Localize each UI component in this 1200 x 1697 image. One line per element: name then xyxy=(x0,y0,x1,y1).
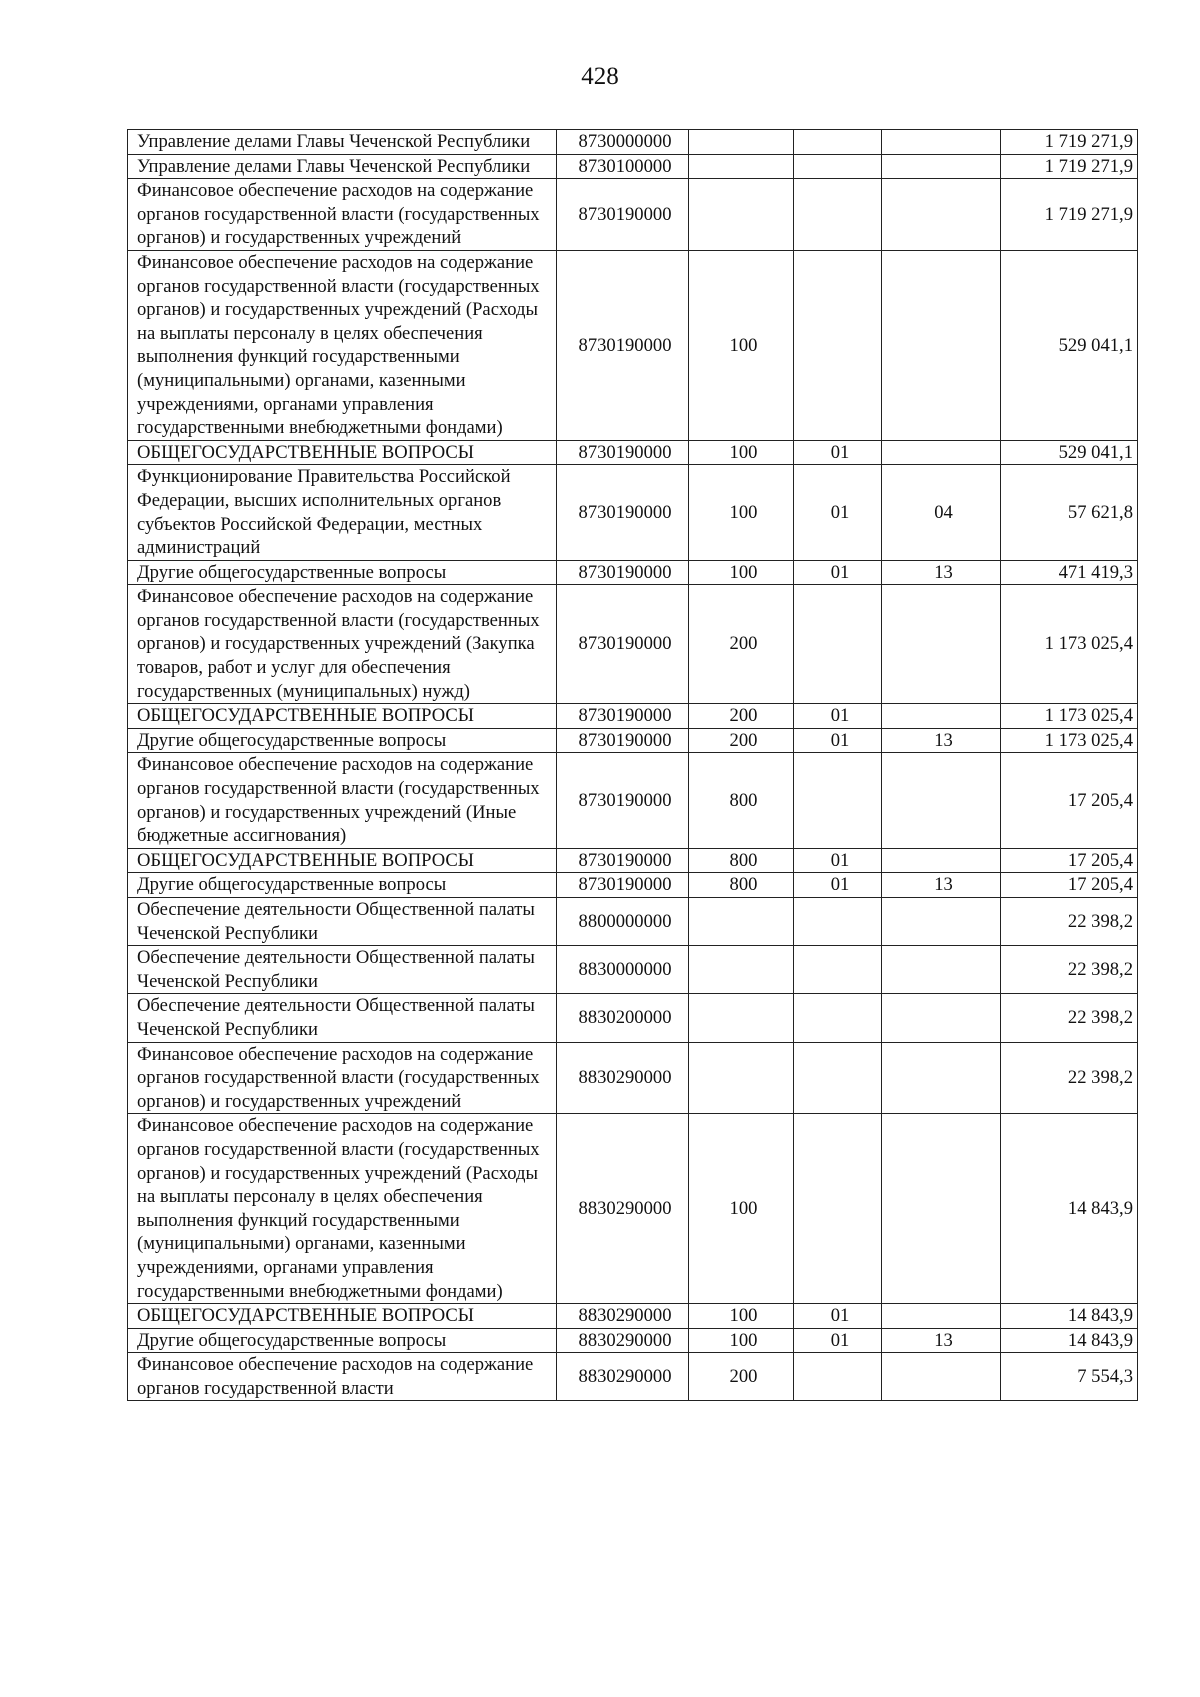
section-cell: 01 xyxy=(794,1328,882,1353)
subsection-cell xyxy=(882,1353,1001,1401)
row-name-cell: Обеспечение деятельности Общественной палаты Чеченской Республики xyxy=(128,898,557,946)
table-row xyxy=(128,704,1138,729)
target-article-code-cell: 8830290000 xyxy=(557,1328,689,1353)
table-row xyxy=(128,1328,1138,1353)
row-name-cell: Финансовое обеспечение расходов на содержание органов государственной власти xyxy=(128,1353,557,1401)
target-article-code-cell: 8730190000 xyxy=(557,728,689,753)
row-name-cell: Обеспечение деятельности Общественной палаты Чеченской Республики xyxy=(128,946,557,994)
section-cell xyxy=(794,946,882,994)
expense-type-cell: 800 xyxy=(689,753,794,848)
expense-type-cell xyxy=(689,994,794,1042)
row-name-cell: Финансовое обеспечение расходов на содержание органов государственной власти (государственных органов) и государственных учреждений xyxy=(128,1042,557,1114)
table-row xyxy=(128,154,1138,179)
expense-type-cell: 200 xyxy=(689,704,794,729)
subsection-cell xyxy=(882,1042,1001,1114)
expense-type-cell: 100 xyxy=(689,1114,794,1304)
amount-cell: 17 205,4 xyxy=(1001,753,1138,848)
amount-cell: 22 398,2 xyxy=(1001,994,1138,1042)
expense-type-cell: 200 xyxy=(689,728,794,753)
table-row xyxy=(128,946,1138,994)
row-name-cell: Финансовое обеспечение расходов на содержание органов государственной власти (государственных органов) и государственных учреждений (Расходы на выплаты персоналу в целях обеспечения выполнения функций государственными (муниципальными) органами, казенными учреждениями, органами управления государственными внебюджетными фондами) xyxy=(128,1114,557,1304)
target-article-code-cell: 8730190000 xyxy=(557,465,689,560)
subsection-cell xyxy=(882,1304,1001,1329)
target-article-code-cell: 8730190000 xyxy=(557,753,689,848)
subsection-cell xyxy=(882,250,1001,440)
table-row xyxy=(128,179,1138,251)
amount-cell: 22 398,2 xyxy=(1001,946,1138,994)
expense-type-cell xyxy=(689,130,794,155)
table-row xyxy=(128,1114,1138,1304)
section-cell xyxy=(794,130,882,155)
table-row xyxy=(128,560,1138,585)
section-cell: 01 xyxy=(794,560,882,585)
row-name-cell: Финансовое обеспечение расходов на содержание органов государственной власти (государственных органов) и государственных учреждений (Расходы на выплаты персоналу в целях обеспечения выполнения функций государственными (муниципальными) органами, казенными учреждениями, органами управления государственными внебюджетными фондами) xyxy=(128,250,557,440)
subsection-cell: 13 xyxy=(882,873,1001,898)
subsection-cell xyxy=(882,753,1001,848)
amount-cell: 1 173 025,4 xyxy=(1001,585,1138,704)
table-row xyxy=(128,898,1138,946)
target-article-code-cell: 8830290000 xyxy=(557,1114,689,1304)
section-cell xyxy=(794,898,882,946)
section-cell: 01 xyxy=(794,873,882,898)
row-name-cell: Обеспечение деятельности Общественной палаты Чеченской Республики xyxy=(128,994,557,1042)
subsection-cell xyxy=(882,704,1001,729)
subsection-cell xyxy=(882,585,1001,704)
row-name-cell: Другие общегосударственные вопросы xyxy=(128,873,557,898)
row-name-cell: Финансовое обеспечение расходов на содержание органов государственной власти (государственных органов) и государственных учреждений xyxy=(128,179,557,251)
expense-type-cell: 800 xyxy=(689,873,794,898)
row-name-cell: ОБЩЕГОСУДАРСТВЕННЫЕ ВОПРОСЫ xyxy=(128,704,557,729)
table-row xyxy=(128,1042,1138,1114)
row-name-cell: ОБЩЕГОСУДАРСТВЕННЫЕ ВОПРОСЫ xyxy=(128,440,557,465)
table-row xyxy=(128,250,1138,440)
amount-cell: 529 041,1 xyxy=(1001,250,1138,440)
row-name-cell: ОБЩЕГОСУДАРСТВЕННЫЕ ВОПРОСЫ xyxy=(128,1304,557,1329)
subsection-cell xyxy=(882,898,1001,946)
amount-cell: 17 205,4 xyxy=(1001,848,1138,873)
expense-type-cell xyxy=(689,1042,794,1114)
subsection-cell xyxy=(882,994,1001,1042)
subsection-cell: 13 xyxy=(882,728,1001,753)
section-cell xyxy=(794,250,882,440)
row-name-cell: Финансовое обеспечение расходов на содержание органов государственной власти (государственных органов) и государственных учреждений (Закупка товаров, работ и услуг для обеспечения государственных (муниципальных) нужд) xyxy=(128,585,557,704)
amount-cell: 1 173 025,4 xyxy=(1001,704,1138,729)
row-name-cell: Другие общегосударственные вопросы xyxy=(128,728,557,753)
table-row xyxy=(128,728,1138,753)
budget-table-body xyxy=(128,130,1138,1401)
target-article-code-cell: 8730000000 xyxy=(557,130,689,155)
expense-type-cell xyxy=(689,154,794,179)
amount-cell: 14 843,9 xyxy=(1001,1328,1138,1353)
table-row xyxy=(128,848,1138,873)
amount-cell: 1 719 271,9 xyxy=(1001,179,1138,251)
expense-type-cell: 100 xyxy=(689,1328,794,1353)
table-row xyxy=(128,1304,1138,1329)
subsection-cell xyxy=(882,440,1001,465)
amount-cell: 7 554,3 xyxy=(1001,1353,1138,1401)
table-row xyxy=(128,440,1138,465)
expense-type-cell xyxy=(689,898,794,946)
row-name-cell: Финансовое обеспечение расходов на содержание органов государственной власти (государственных органов) и государственных учреждений (Иные бюджетные ассигнования) xyxy=(128,753,557,848)
table-row xyxy=(128,585,1138,704)
target-article-code-cell: 8730190000 xyxy=(557,585,689,704)
target-article-code-cell: 8730190000 xyxy=(557,250,689,440)
amount-cell: 1 173 025,4 xyxy=(1001,728,1138,753)
target-article-code-cell: 8830000000 xyxy=(557,946,689,994)
table-row xyxy=(128,753,1138,848)
expense-type-cell: 100 xyxy=(689,250,794,440)
row-name-cell: Другие общегосударственные вопросы xyxy=(128,1328,557,1353)
row-name-cell: Управление делами Главы Чеченской Республики xyxy=(128,130,557,155)
section-cell: 01 xyxy=(794,704,882,729)
subsection-cell xyxy=(882,1114,1001,1304)
expense-type-cell: 100 xyxy=(689,440,794,465)
section-cell xyxy=(794,154,882,179)
amount-cell: 471 419,3 xyxy=(1001,560,1138,585)
target-article-code-cell: 8730190000 xyxy=(557,179,689,251)
subsection-cell: 13 xyxy=(882,1328,1001,1353)
subsection-cell xyxy=(882,848,1001,873)
target-article-code-cell: 8800000000 xyxy=(557,898,689,946)
expense-type-cell: 100 xyxy=(689,560,794,585)
budget-table xyxy=(127,129,1138,1401)
target-article-code-cell: 8830290000 xyxy=(557,1353,689,1401)
target-article-code-cell: 8730190000 xyxy=(557,560,689,585)
section-cell: 01 xyxy=(794,728,882,753)
target-article-code-cell: 8730190000 xyxy=(557,440,689,465)
expense-type-cell xyxy=(689,179,794,251)
subsection-cell: 04 xyxy=(882,465,1001,560)
target-article-code-cell: 8730190000 xyxy=(557,704,689,729)
table-row xyxy=(128,1353,1138,1401)
subsection-cell xyxy=(882,946,1001,994)
target-article-code-cell: 8830290000 xyxy=(557,1042,689,1114)
section-cell xyxy=(794,1353,882,1401)
amount-cell: 14 843,9 xyxy=(1001,1304,1138,1329)
row-name-cell: ОБЩЕГОСУДАРСТВЕННЫЕ ВОПРОСЫ xyxy=(128,848,557,873)
section-cell: 01 xyxy=(794,848,882,873)
amount-cell: 17 205,4 xyxy=(1001,873,1138,898)
expense-type-cell: 200 xyxy=(689,585,794,704)
table-row xyxy=(128,994,1138,1042)
row-name-cell: Другие общегосударственные вопросы xyxy=(128,560,557,585)
amount-cell: 529 041,1 xyxy=(1001,440,1138,465)
subsection-cell: 13 xyxy=(882,560,1001,585)
subsection-cell xyxy=(882,179,1001,251)
target-article-code-cell: 8730190000 xyxy=(557,848,689,873)
subsection-cell xyxy=(882,154,1001,179)
section-cell xyxy=(794,753,882,848)
page-number: 428 xyxy=(581,63,619,90)
section-cell xyxy=(794,994,882,1042)
amount-cell: 22 398,2 xyxy=(1001,898,1138,946)
section-cell xyxy=(794,585,882,704)
target-article-code-cell: 8830290000 xyxy=(557,1304,689,1329)
section-cell xyxy=(794,1114,882,1304)
target-article-code-cell: 8830200000 xyxy=(557,994,689,1042)
row-name-cell: Управление делами Главы Чеченской Республики xyxy=(128,154,557,179)
amount-cell: 14 843,9 xyxy=(1001,1114,1138,1304)
section-cell: 01 xyxy=(794,440,882,465)
expense-type-cell: 800 xyxy=(689,848,794,873)
amount-cell: 57 621,8 xyxy=(1001,465,1138,560)
section-cell xyxy=(794,1042,882,1114)
table-row xyxy=(128,130,1138,155)
expense-type-cell: 100 xyxy=(689,465,794,560)
amount-cell: 1 719 271,9 xyxy=(1001,130,1138,155)
section-cell: 01 xyxy=(794,465,882,560)
target-article-code-cell: 8730190000 xyxy=(557,873,689,898)
expense-type-cell: 200 xyxy=(689,1353,794,1401)
subsection-cell xyxy=(882,130,1001,155)
table-row xyxy=(128,873,1138,898)
target-article-code-cell: 8730100000 xyxy=(557,154,689,179)
row-name-cell: Функционирование Правительства Российской Федерации, высших исполнительных органов субъектов Российской Федерации, местных администраций xyxy=(128,465,557,560)
amount-cell: 22 398,2 xyxy=(1001,1042,1138,1114)
table-row xyxy=(128,465,1138,560)
expense-type-cell: 100 xyxy=(689,1304,794,1329)
amount-cell: 1 719 271,9 xyxy=(1001,154,1138,179)
expense-type-cell xyxy=(689,946,794,994)
section-cell: 01 xyxy=(794,1304,882,1329)
section-cell xyxy=(794,179,882,251)
